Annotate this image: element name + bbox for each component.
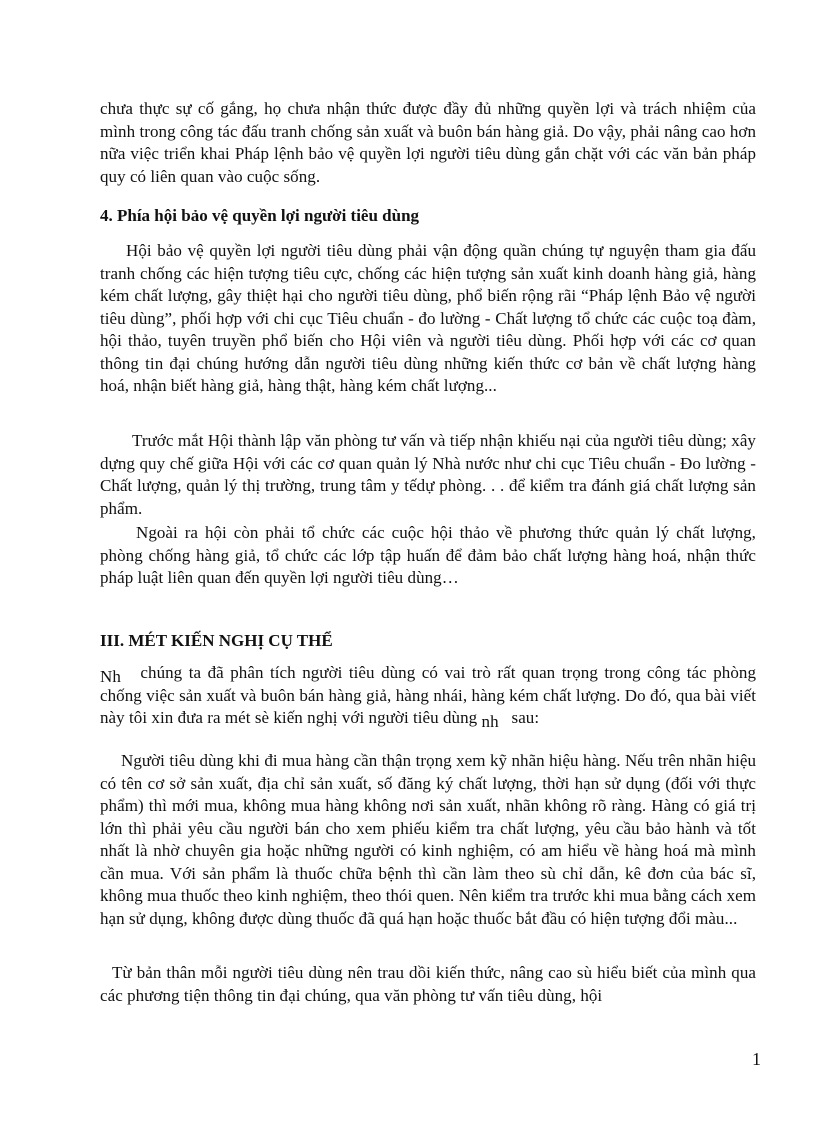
nh-fragment: Nh [100, 667, 121, 686]
paragraph-intro: chưa thực sự cố gắng, họ chưa nhận thức được đầy đủ những quyền lợi và trách nhiệm của mình trong công tác đấu tranh chống sản xuất và buôn bán hàng giả. Do vậy, phải nâng cao hơn nữa việc triển khai Pháp lệnh bảo vệ quyền lợi người tiêu dùng gắn chặt với các văn bản pháp quy có liên quan vào cuộc sống. [100, 99, 756, 186]
paragraph-recommendations-intro [100, 662, 756, 730]
recommendations-tail: sau: [511, 708, 540, 727]
section-heading-4: 4. Phía hội bảo vệ quyền lợi người tiêu dùng [100, 206, 420, 225]
page-number: 1 [752, 1049, 761, 1069]
nh-fragment-2: nh [481, 712, 499, 731]
paragraph-careful-purchase: Người tiêu dùng khi đi mua hàng cần thận trọng xem kỹ nhãn hiệu hàng. Nếu trên nhãn hiệu có tên cơ sở sản xuất, địa chỉ sản xuất, số đăng ký chất lượng, thời hạn sử dụng (đối với thực phẩm) thì mới mua, không mua hàng không nơi sản xuất, nhãn không rõ ràng. Hàng có giá trị lớn thì phải yêu cầu người bán cho xem phiếu kiểm tra chất lượng, yêu cầu bảo hành và tốt nhất là nhờ chuyên gia hoặc những người có kinh nghiệm, có am hiểu về hàng hoá mà mình cần mua. Với sản phẩm là thuốc chữa bệnh thì cần làm theo sù chỉ dẫn, kê đơn của bác sĩ, không mua thuốc theo kinh nghiệm, theo thói quen. Nên kiểm tra trước khi mua bằng cách xem hạn sử dụng, không được dùng thuốc đã quá hạn hoặc thuốc bắt đầu có hiện tượng đổi màu... [100, 751, 756, 928]
recommendations-text: chúng ta đã phân tích người tiêu dùng có vai trò rất quan trọng trong công tác phòng chống việc sản xuất và buôn bán hàng giả, hàng nhái, hàng kém chất lượng. Do đó, qua bài viết này tôi xin đưa ra mét sè kiến nghị với người tiêu dùng [100, 663, 756, 727]
paragraph-consumer-association: Hội bảo vệ quyền lợi người tiêu dùng phải vận động quần chúng tự nguyện tham gia đấu tranh chống các hiện tượng tiêu cực, chống các hiện tượng sản xuất kinh doanh hàng giả, hàng kém chất lượng, gây thiệt hại cho người tiêu dùng, phổ biến rộng rãi “Pháp lệnh Bảo vệ người tiêu dùng”, phối hợp với chi cục Tiêu chuẩn - đo lường - Chất lượng tổ chức các cuộc toạ đàm, hội thảo, tuyên truyền phổ biến cho Hội viên và người tiêu dùng. Phối hợp với các cơ quan thông tin đại chúng hướng dẫn người tiêu dùng những kiến thức cơ bản về chất lượng hàng hoá, nhận biết hàng giả, hàng thật, hàng kém chất lượng... [100, 241, 756, 395]
paragraph-self-education: Từ bản thân mỗi người tiêu dùng nên trau dồi kiến thức, nâng cao sù hiểu biết của mình qua các phương tiện thông tin đại chúng, qua văn phòng tư vấn tiêu dùng, hội [100, 963, 756, 1005]
paragraph-advisory-office: Trước mắt Hội thành lập văn phòng tư vấn và tiếp nhận khiếu nại của người tiêu dùng; xây dựng quy chế giữa Hội với các cơ quan quản lý Nhà nước như chi cục Tiêu chuẩn - Đo lường - Chất lượng, quản lý thị trường, trung tâm y tếdự phòng. . . để kiểm tra đánh giá chất lượng sản phẩm. [100, 431, 756, 518]
section-heading-III: III. MÉT KIẾN NGHỊ CỤ THỂ [100, 631, 333, 650]
paragraph-workshops: Ngoài ra hội còn phải tổ chức các cuộc hội thảo về phương thức quản lý chất lượng, phòng chống hàng giả, tổ chức các lớp tập huấn để đảm bảo chất lượng hàng hoá, nhận thức pháp luật liên quan đến quyền lợi người tiêu dùng… [100, 523, 756, 587]
